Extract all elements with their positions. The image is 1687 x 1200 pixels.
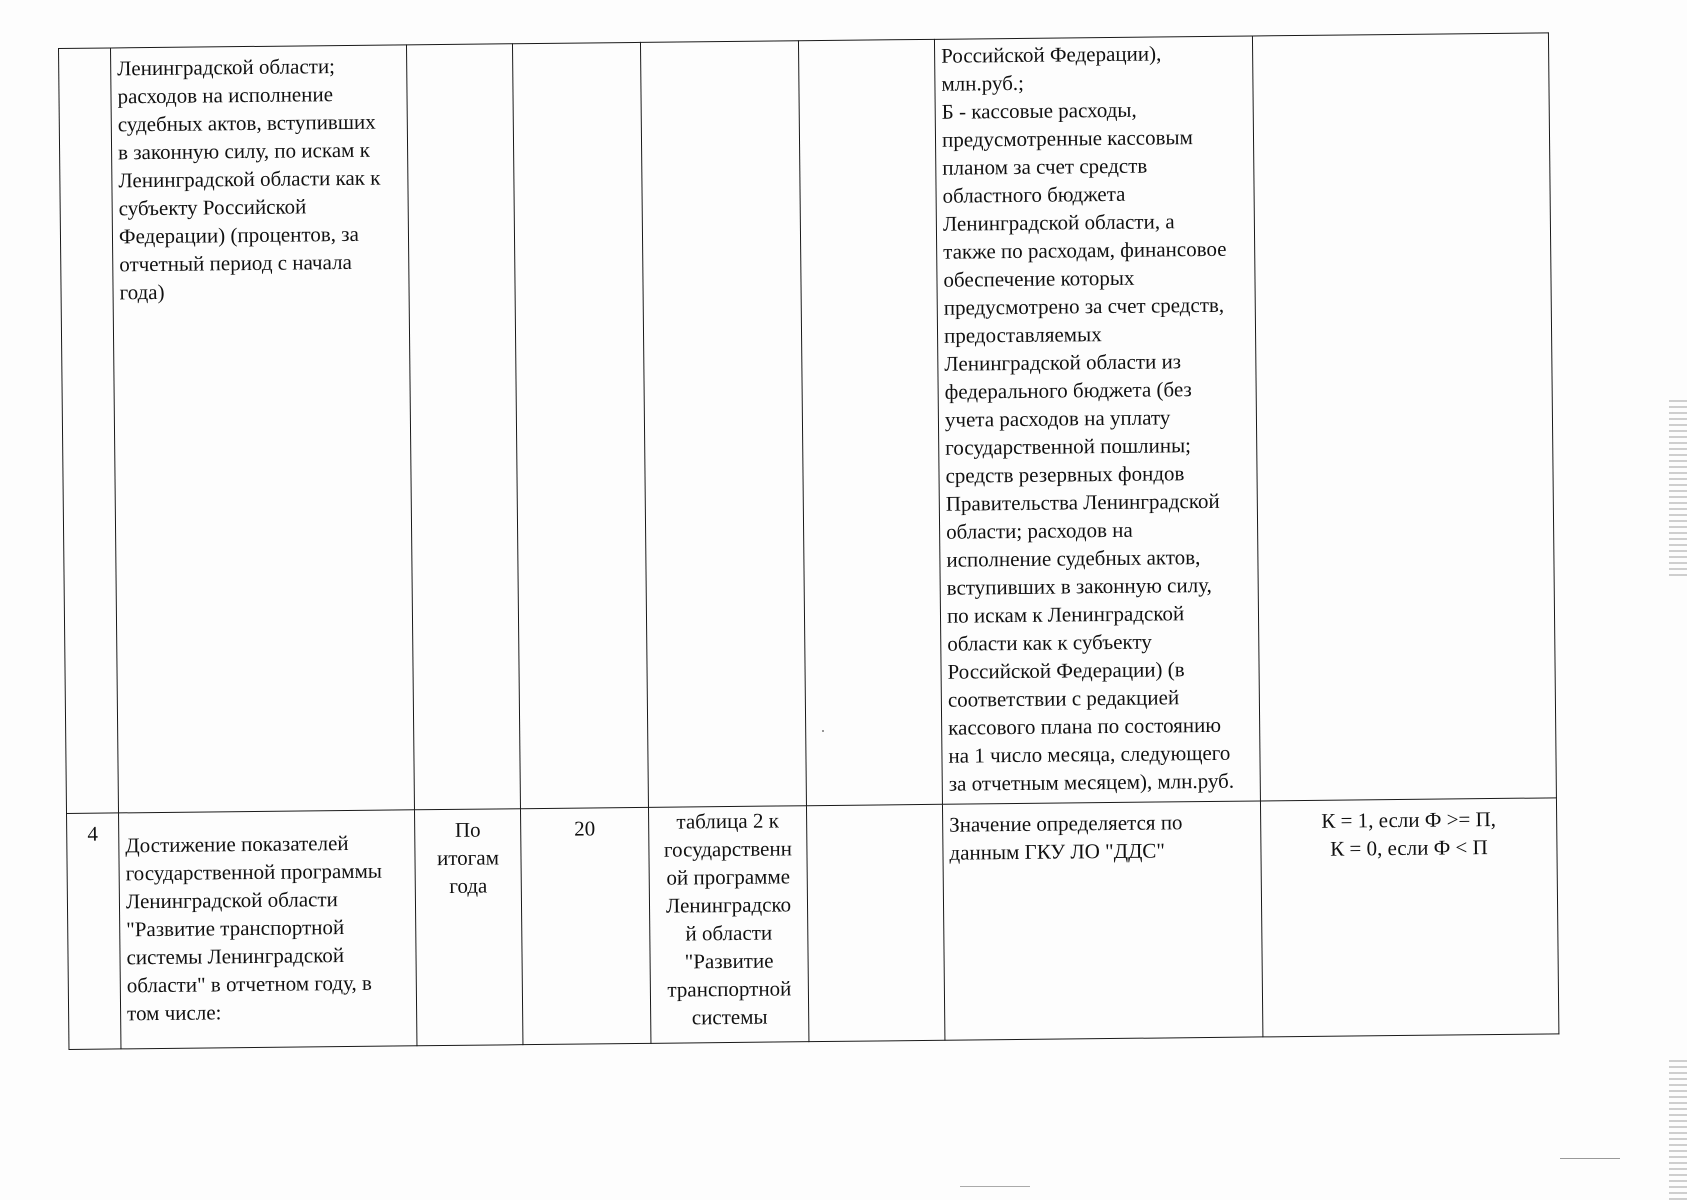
row-number-cell [59, 48, 119, 814]
scan-edge-noise [1669, 400, 1687, 580]
extra-cell [806, 804, 944, 1041]
row-number-cell: 4 [67, 813, 121, 1050]
formula-cell: Значение определяется по данным ГКУ ЛО "ДДС" [942, 801, 1262, 1040]
extra-cell [798, 39, 942, 805]
formula-cell: Российской Федерации), млн.руб.; Б - кассовые расходы, предусмотренные кассовым планом за счет средств областного бюджета Ленинградской области, а также по расходам, финансовое обеспечение которых предусмотрено за счет средств, предоставляемых Ленинградской области из федерального бюджета (без учета расходов на уплату государственной пошлины; средств резервных фондов Правительства Ленинградской области; расходов на исполнение судебных актов, вступивших в законную силу, по искам к Ленинградской области как к субъекту Российской Федерации) (в соответствии с редакцией кассового плана по состоянию на 1 число месяца, следующего за отчетным месяцем), млн.руб. [934, 36, 1260, 804]
weight-cell [512, 42, 648, 808]
indicator-name-cell: Достижение показателей государственной программы Ленинградской области "Развитие транспортной системы Ленинградской области" в отчетном году, в том числе: [119, 810, 417, 1049]
source-cell: таблица 2 к государственн ой программе Ленинградско й области "Развитие транспортной системы [648, 806, 808, 1044]
rule-cell: К = 1, если Ф >= П, К = 0, если Ф < П [1260, 798, 1558, 1037]
scan-speck [960, 1186, 1030, 1187]
period-cell [406, 44, 520, 810]
scan-speck [822, 730, 824, 732]
source-cell [640, 41, 806, 808]
scan-speck [1560, 1158, 1620, 1159]
scan-edge-noise [1669, 1060, 1687, 1200]
rule-cell [1252, 33, 1556, 801]
weight-cell: 20 [520, 807, 650, 1044]
table-row [59, 33, 1557, 814]
indicator-name-cell: Ленинградской области; расходов на исполнение судебных актов, вступивших в законную силу, по искам к Ленинградской области как к субъекту Российской Федерации) (процентов, за отчетный период с начала года) [111, 45, 415, 813]
indicator-table [58, 32, 1559, 1050]
period-cell: По итогам года [414, 809, 522, 1046]
table-row [67, 798, 1559, 1050]
